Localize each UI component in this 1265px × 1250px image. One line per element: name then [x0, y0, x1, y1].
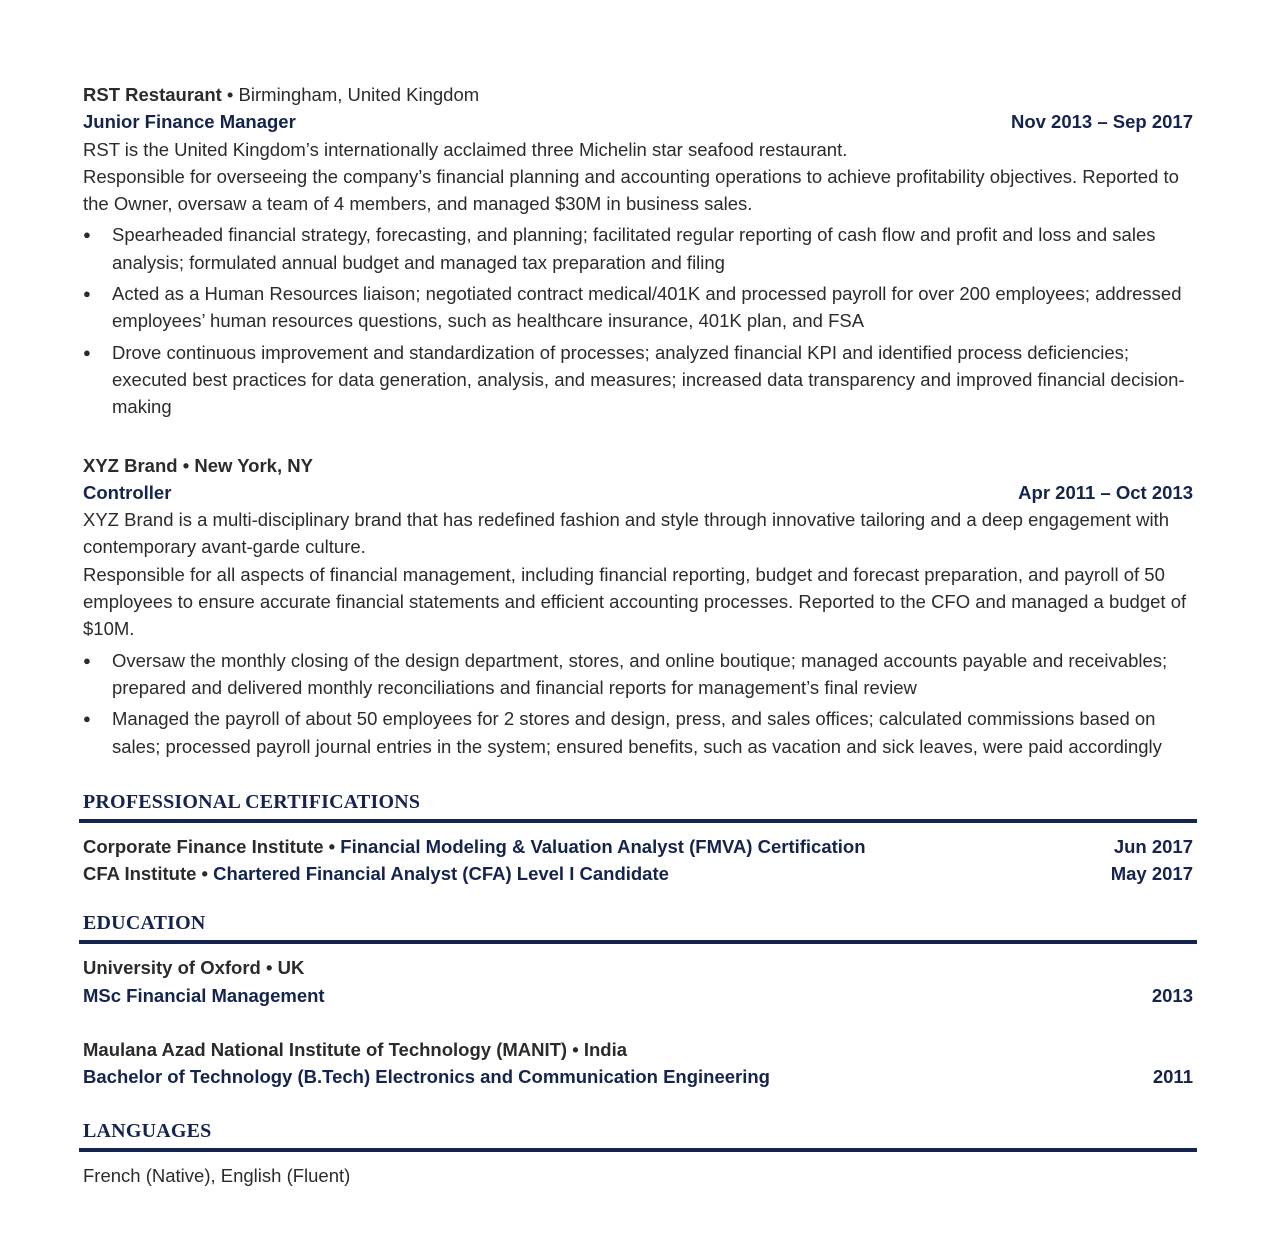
education-section — [83, 909, 1193, 1090]
separator: • — [196, 863, 214, 885]
degree-row — [83, 1063, 1193, 1090]
education-entry — [83, 1036, 1193, 1091]
separator: • — [323, 835, 341, 857]
resume-content — [83, 81, 1193, 1189]
job-dates: Apr 2011 – Oct 2013 — [1018, 481, 1193, 503]
section-heading: PROFESSIONAL CERTIFICATIONS — [83, 790, 421, 813]
company-line — [83, 452, 1193, 479]
company-line — [83, 81, 1193, 108]
degree-year: 2013 — [1151, 984, 1193, 1006]
school-name: Maulana Azad National Institute of Technology (MANIT) — [83, 1039, 568, 1061]
separator: • — [221, 84, 239, 105]
achievement-bullet: ● Managed the payroll of about 50 employees for 2 stores and design, press, and sales offices; calculated commissions based on sales; processed payroll journal entries in the system; ensured benefits, such as vacation and sick leaves, were paid accordingly — [83, 705, 1193, 760]
certification-name: Chartered Financial Analyst (CFA) Level I Candidate — [213, 863, 669, 885]
languages-text: French (Native), English (Fluent) — [83, 1164, 351, 1186]
degree-name: Bachelor of Technology (B.Tech) Electronics and Communication Engineering — [83, 1066, 770, 1088]
role-description: Responsible for all aspects of financial management, including financial reporting, budget and forecast preparation, and payroll of 50 employees to ensure accurate financial statements and efficient accounting processes. Reported to the CFO and managed a budget of $10M. — [83, 563, 1187, 640]
certification-issuer: CFA Institute — [83, 863, 197, 885]
job-dates: Nov 2013 – Sep 2017 — [1010, 111, 1193, 133]
experience-entry — [83, 81, 1193, 421]
achievement-bullet: ● Oversaw the monthly closing of the design department, stores, and online boutique; managed accounts payable and receivables; prepared and delivered monthly reconciliations and financial reports for management’s final review — [83, 647, 1193, 702]
achievement-list — [83, 647, 1193, 760]
section-heading: LANGUAGES — [83, 1119, 212, 1142]
certification-name: Financial Modeling & Valuation Analyst (FMVA) Certification — [340, 835, 866, 857]
certification-date: May 2017 — [1110, 863, 1193, 885]
company-name: XYZ Brand — [83, 454, 178, 476]
school-line — [83, 1036, 1193, 1063]
degree-name: MSc Financial Management — [83, 984, 325, 1006]
school-location: India — [583, 1039, 628, 1061]
school-name: University of Oxford — [83, 957, 261, 979]
certification-row — [83, 860, 1193, 887]
company-location: Birmingham, United Kingdom — [238, 84, 480, 105]
job-title: Junior Finance Manager — [83, 111, 296, 133]
job-title-row — [83, 108, 1193, 135]
company-name: RST Restaurant — [83, 84, 222, 105]
separator: • — [260, 957, 278, 979]
school-location: UK — [277, 957, 305, 979]
section-divider — [79, 940, 1197, 944]
achievement-list — [83, 221, 1193, 420]
company-description: RST is the United Kingdom’s internationally acclaimed three Michelin star seafood restaurant. — [83, 138, 848, 160]
certifications-section — [83, 788, 1193, 888]
job-title: Controller — [83, 481, 172, 503]
school-line — [83, 954, 1193, 981]
certification-issuer: Corporate Finance Institute — [83, 835, 324, 857]
separator: • — [567, 1039, 584, 1061]
company-location: New York, NY — [194, 454, 313, 476]
separator: • — [177, 454, 195, 476]
degree-year: 2011 — [1152, 1066, 1193, 1088]
company-description: XYZ Brand is a multi-disciplinary brand that has redefined fashion and style through innovative tailoring and a deep engagement with contemporary avant-garde culture. — [83, 509, 1169, 558]
section-divider — [79, 1148, 1197, 1152]
languages-section — [83, 1117, 1193, 1189]
experience-entry — [83, 452, 1193, 760]
achievement-bullet: ● Acted as a Human Resources liaison; negotiated contract medical/401K and processed payroll for over 200 employees; addressed employees’ human resources questions, such as healthcare insurance, 401K plan, and FSA — [83, 280, 1193, 335]
achievement-bullet: ● Drove continuous improvement and standardization of processes; analyzed financial KPI and identified process deficiencies; executed best practices for data generation, analysis, and measures; increased data transparency and improved financial decision-making — [83, 339, 1193, 421]
section-heading: EDUCATION — [83, 912, 206, 935]
certification-date: Jun 2017 — [1113, 835, 1193, 857]
job-title-row — [83, 479, 1193, 506]
certification-text — [83, 833, 866, 860]
section-divider — [79, 819, 1197, 823]
certification-row — [83, 833, 1193, 860]
role-description: Responsible for overseeing the company’s financial planning and accounting operations to achieve profitability objectives. Reported to the Owner, oversaw a team of 4 members, and managed $30M in business sales. — [83, 165, 1179, 215]
degree-row — [83, 982, 1193, 1009]
certification-text — [83, 860, 669, 887]
achievement-bullet: ● Spearheaded financial strategy, forecasting, and planning; facilitated regular reporting of cash flow and profit and loss and sales analysis; formulated annual budget and managed tax preparation and filing — [83, 221, 1193, 276]
education-entry — [83, 954, 1193, 1009]
